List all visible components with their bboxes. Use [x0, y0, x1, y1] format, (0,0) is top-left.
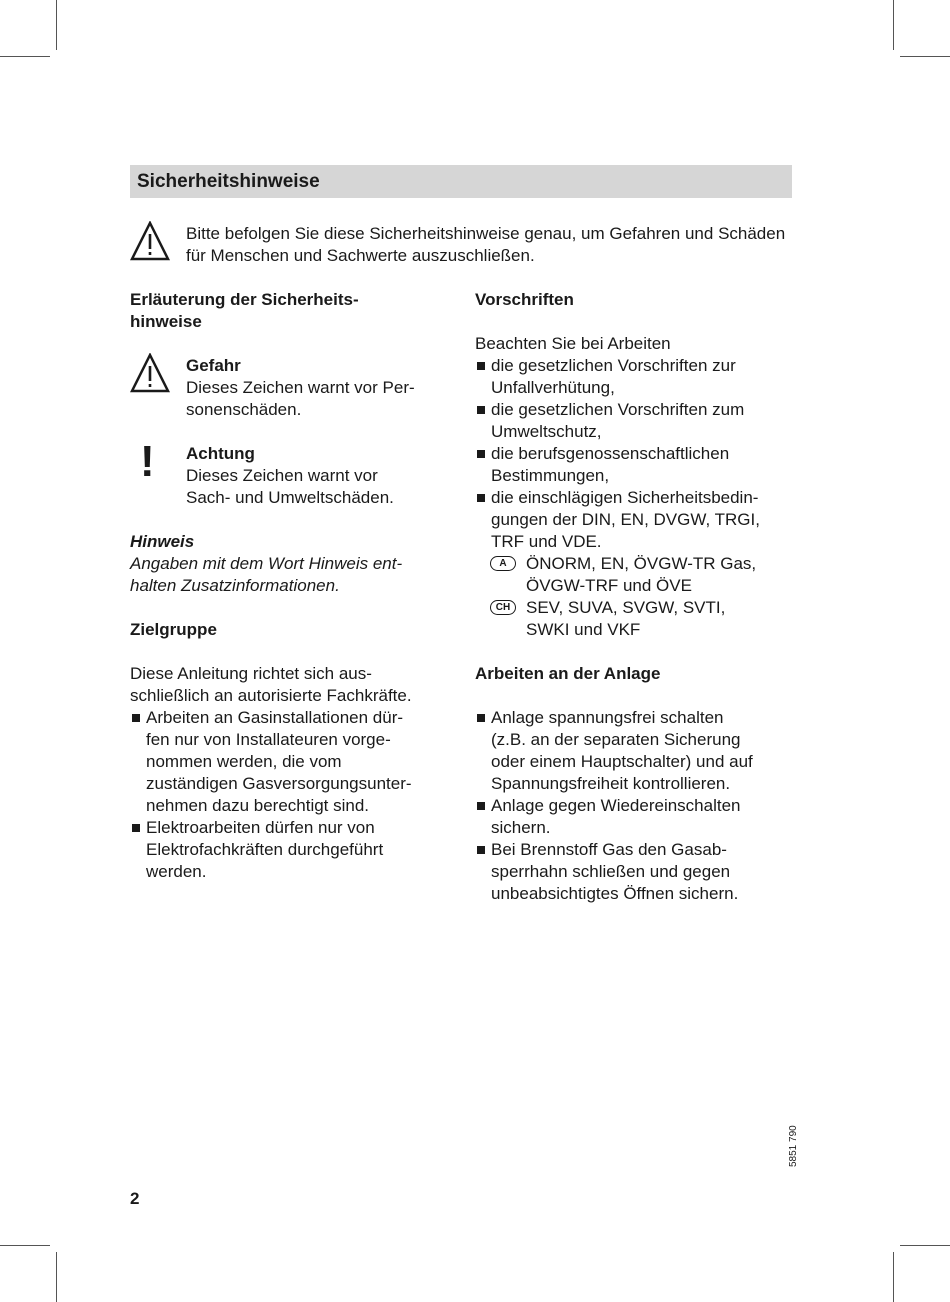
- list-item-line: die gesetzlichen Vorschriften zum: [491, 400, 745, 419]
- anlage-list: [475, 707, 795, 905]
- list-item-line: die gesetzlichen Vorschriften zur: [491, 356, 736, 375]
- zielgruppe-intro-line: schließlich an autorisierte Fachkräfte.: [130, 686, 412, 705]
- list-item-line: fen nur von Installateuren vorge-: [146, 730, 391, 749]
- list-item: [475, 839, 795, 905]
- country-switzerland: [475, 597, 795, 641]
- list-item-line: Elektroarbeiten dürfen nur von: [146, 818, 375, 837]
- list-item: [130, 817, 455, 883]
- vorschriften-list: [475, 355, 795, 553]
- list-item-line: Bestimmungen,: [491, 466, 610, 485]
- gefahr-text-line: sonenschäden.: [186, 400, 302, 419]
- crop-mark: [56, 1252, 57, 1302]
- gefahr-text-line: Dieses Zeichen warnt vor Per-: [186, 378, 415, 397]
- vorschriften-block: [475, 289, 795, 641]
- achtung-text-line: Sach- und Umweltschäden.: [186, 488, 394, 507]
- vorschriften-heading: Vorschriften: [475, 290, 574, 309]
- list-item-line: nommen werden, die vom: [146, 752, 342, 771]
- list-item-line: nehmen dazu berechtigt sind.: [146, 796, 370, 815]
- achtung-title: Achtung: [186, 444, 255, 463]
- hinweis-block: [130, 531, 450, 597]
- list-item: [475, 707, 795, 795]
- list-item-line: Bei Brennstoff Gas den Gasab-: [491, 840, 727, 859]
- zielgruppe-list: [130, 707, 455, 883]
- list-item-line: werden.: [146, 862, 207, 881]
- list-item-line: Elektrofachkräften durchgeführt: [146, 840, 384, 859]
- hinweis-text-line: Angaben mit dem Wort Hinweis ent-: [130, 554, 403, 573]
- country-code-badge: A: [490, 556, 516, 571]
- document-number: 5851 790: [788, 1125, 799, 1167]
- list-item-line: Anlage gegen Wiedereinschalten: [491, 796, 741, 815]
- gefahr-block: [186, 355, 456, 421]
- achtung-block: [186, 443, 456, 509]
- crop-mark: [893, 0, 894, 50]
- list-item: [475, 795, 795, 839]
- crop-mark: [893, 1252, 894, 1302]
- list-item: [130, 707, 455, 817]
- list-item-line: Unfallverhütung,: [491, 378, 615, 397]
- intro-text: Bitte befolgen Sie diese Sicherheitshinweise genau, um Gefahren und Schäden für Menschen und Sachwerte auszuschließen.: [186, 224, 786, 265]
- crop-mark: [0, 56, 50, 57]
- section-title: Sicherheitshinweise: [137, 171, 320, 192]
- list-item-line: oder einem Hauptschalter) und auf: [491, 752, 753, 771]
- exclamation-icon: !: [140, 437, 155, 486]
- list-item-line: sperrhahn schließen und gegen: [491, 862, 731, 881]
- explanation-heading-line: hinweise: [130, 312, 202, 331]
- zielgruppe-intro-line: Diese Anleitung richtet sich aus-: [130, 664, 372, 683]
- vorschriften-intro: Beachten Sie bei Arbeiten: [475, 334, 671, 353]
- zielgruppe-heading: Zielgruppe: [130, 620, 217, 639]
- crop-mark: [56, 0, 57, 50]
- list-item: [475, 487, 795, 553]
- explanation-heading-line: Erläuterung der Sicherheits-: [130, 290, 359, 309]
- list-item-line: Anlage spannungsfrei schalten: [491, 708, 724, 727]
- left-column: [130, 289, 450, 333]
- list-item: [475, 443, 795, 487]
- country-text-line: SEV, SUVA, SVGW, SVTI,: [526, 598, 726, 617]
- list-item-line: TRF und VDE.: [491, 532, 602, 551]
- list-item-line: Umweltschutz,: [491, 422, 602, 441]
- list-item-line: Spannungsfreiheit kontrollieren.: [491, 774, 731, 793]
- country-text-line: ÖNORM, EN, ÖVGW-TR Gas,: [526, 554, 757, 573]
- anlage-heading: Arbeiten an der Anlage: [475, 664, 661, 683]
- list-item-line: die berufsgenossenschaftlichen: [491, 444, 730, 463]
- list-item-line: unbeabsichtigtes Öffnen sichern.: [491, 884, 739, 903]
- hinweis-title: Hinweis: [130, 532, 195, 551]
- list-item-line: die einschlägigen Sicherheitsbedin-: [491, 488, 759, 507]
- anlage-block: [475, 663, 795, 905]
- crop-mark: [900, 1245, 950, 1246]
- country-code-badge: CH: [490, 600, 516, 615]
- warning-triangle-icon: [130, 221, 170, 261]
- gefahr-title: Gefahr: [186, 356, 241, 375]
- warning-triangle-icon: [130, 353, 170, 393]
- country-austria: [475, 553, 795, 597]
- list-item: [475, 355, 795, 399]
- explanation-heading: [130, 289, 450, 333]
- list-item: [475, 399, 795, 443]
- section-header-bar: [130, 165, 792, 198]
- hinweis-text-line: halten Zusatzinformationen.: [130, 576, 340, 595]
- list-item-line: zuständigen Gasversorgungsunter-: [146, 774, 412, 793]
- list-item-line: Arbeiten an Gasinstallationen dür-: [146, 708, 404, 727]
- achtung-text-line: Dieses Zeichen warnt vor: [186, 466, 378, 485]
- crop-mark: [0, 1245, 50, 1246]
- page-number: 2: [130, 1189, 140, 1208]
- list-item-line: gungen der DIN, EN, DVGW, TRGI,: [491, 510, 760, 529]
- crop-mark: [900, 56, 950, 57]
- zielgruppe-block: [130, 619, 455, 883]
- country-text-line: SWKI und VKF: [526, 620, 641, 639]
- country-text-line: ÖVGW-TRF und ÖVE: [526, 576, 692, 595]
- list-item-line: (z.B. an der separaten Sicherung: [491, 730, 741, 749]
- list-item-line: sichern.: [491, 818, 551, 837]
